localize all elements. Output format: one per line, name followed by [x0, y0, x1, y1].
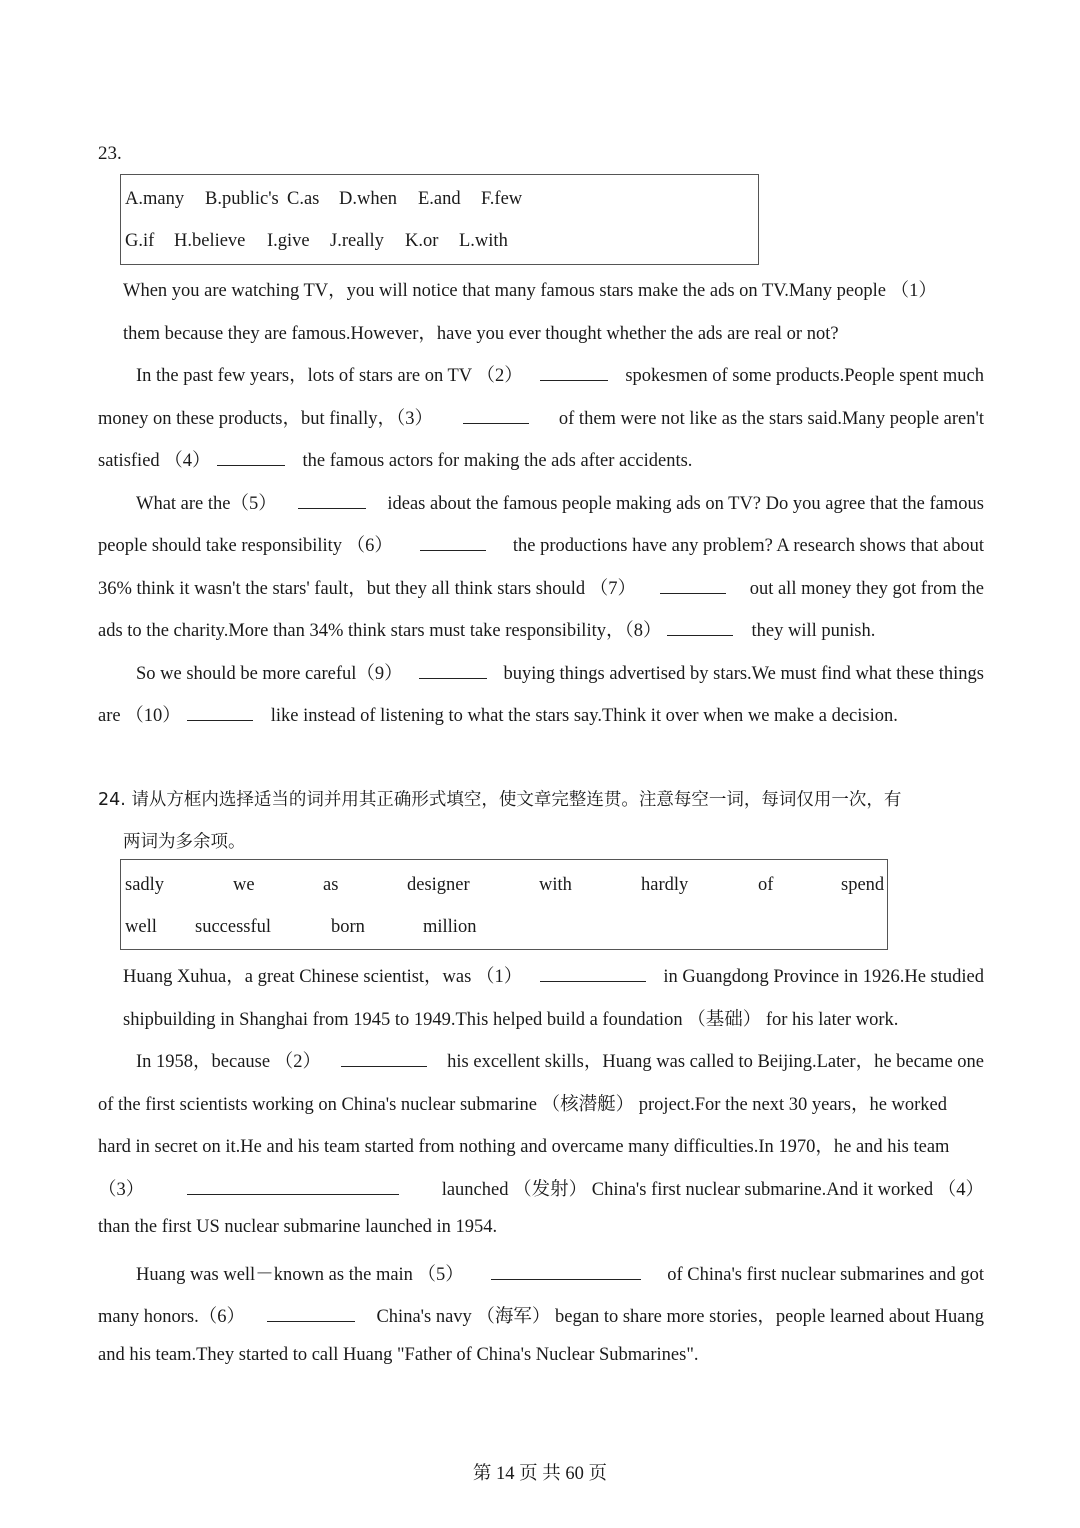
option-c: C.as [287, 189, 320, 209]
word-of: of [758, 875, 774, 895]
q24-line-10 [98, 1345, 984, 1366]
text-segment: China's navy （海军） began to share more stories，people learned about Huang [376, 1307, 984, 1327]
q24-instruction-line-2 [123, 828, 984, 853]
q24-line-5 [98, 1132, 984, 1158]
option-i: I.give [267, 231, 310, 251]
blank-10[interactable] [187, 719, 253, 721]
text-segment: many honors.（6） [98, 1307, 245, 1327]
text-segment: 24. 请从方框内选择适当的词并用其正确形式填空，使文章完整连贯。注意每空一词，每词仅用一次，有 [98, 790, 902, 810]
blank-2[interactable] [540, 379, 608, 381]
text-segment: them because they are famous.However，have you ever thought whether the ads are real or not? [123, 324, 839, 344]
text-segment: than the first US nuclear submarine launched in 1954. [98, 1217, 498, 1237]
text-segment: shipbuilding in Shanghai from 1945 to 1949.This helped build a foundation （基础） for his later work. [123, 1010, 899, 1030]
word-spend: spend [841, 875, 885, 895]
text-segment: of the first scientists working on China's nuclear submarine （核潜艇） project.For the next 30 years，he worked [98, 1095, 948, 1115]
q24-line-1 [123, 962, 984, 988]
q24-line-4 [98, 1090, 984, 1116]
blank-9[interactable] [419, 677, 487, 679]
text-segment: spokesmen of some products.People spent much [625, 366, 984, 386]
blank-24-1[interactable] [540, 980, 646, 982]
blank-8[interactable] [667, 634, 733, 636]
blank-24-5[interactable] [491, 1278, 641, 1280]
text-segment: his excellent skills，Huang was called to Beijing.Later，he became one [447, 1052, 984, 1072]
q23-word-box [120, 174, 759, 265]
text-segment: What are the（5） [136, 494, 277, 514]
text-segment: satisfied （4） [98, 451, 211, 471]
blank-4[interactable] [217, 464, 285, 466]
text-segment: Huang Xuhua，a great Chinese scientist，was （1） [123, 967, 523, 987]
option-a: A.many [125, 189, 185, 209]
text-segment: So we should be more careful（9） [136, 664, 403, 684]
q24-line-7 [98, 1217, 984, 1238]
text-segment: In the past few years，lots of stars are on TV （2） [136, 366, 523, 386]
q24-line-3 [136, 1047, 984, 1073]
text-segment: like instead of listening to what the stars say.Think it over when we make a decision. [270, 706, 898, 726]
blank-5[interactable] [298, 507, 366, 509]
text-segment: buying things advertised by stars.We must find what these things [503, 664, 984, 684]
option-g: G.if [125, 231, 155, 251]
text-segment: the famous actors for making the ads after accidents. [302, 451, 693, 471]
text-segment: of them were not like as the stars said.Many people aren't [558, 409, 984, 429]
text-segment: are （10） [98, 706, 181, 726]
option-k: K.or [405, 231, 439, 251]
text-segment: Huang was well－known as the main （5） [136, 1265, 464, 1285]
q23-line-6 [136, 489, 984, 515]
text-segment: of China's first nuclear submarines and got [667, 1265, 984, 1285]
option-f: F.few [481, 189, 523, 209]
q23-line-10 [136, 659, 984, 685]
word-successful: successful [195, 917, 272, 937]
word-well: well [125, 917, 157, 937]
option-e: E.and [418, 189, 461, 209]
blank-24-2[interactable] [341, 1065, 427, 1067]
blank-3[interactable] [463, 422, 529, 424]
text-segment: hard in secret on it.He and his team started from nothing and overcame many difficulties.In 1970，he and his team [98, 1137, 950, 1157]
q24-line-8 [136, 1260, 984, 1286]
word-with: with [539, 875, 572, 895]
option-h: H.believe [174, 231, 246, 251]
question-23-number: 23. [98, 143, 122, 164]
text-segment: In 1958，because （2） [136, 1052, 321, 1072]
word-sadly: sadly [125, 875, 165, 895]
blank-7[interactable] [660, 592, 726, 594]
option-l: L.with [459, 231, 508, 251]
word-born: born [331, 917, 365, 937]
text-segment: the productions have any problem? A research shows that about [512, 536, 984, 556]
text-segment: （3） [98, 1180, 145, 1200]
text-segment: and his team.They started to call Huang "Father of China's Nuclear Submarines". [98, 1345, 699, 1365]
word-hardly: hardly [641, 875, 689, 895]
q23-line-3 [136, 361, 984, 387]
text-segment: people should take responsibility （6） [98, 536, 393, 556]
word-as: as [323, 875, 339, 895]
text-segment: in Guangdong Province in 1926.He studied [663, 967, 984, 987]
text-segment: 36% think it wasn't the stars' fault，but they all think stars should （7） [98, 579, 636, 599]
q24-line-9 [98, 1302, 984, 1328]
q24-line-2 [123, 1005, 984, 1031]
q24-line-6 [98, 1175, 984, 1201]
text-segment: launched （发射） China's first nuclear submarine.And it worked （4） [441, 1180, 984, 1200]
blank-24-6[interactable] [267, 1320, 355, 1322]
text-segment: When you are watching TV，you will notice that many famous stars make the ads on TV.Many people （1） [123, 281, 937, 301]
text-segment: 两词为多余项。 [123, 832, 246, 852]
q23-line-9 [98, 616, 984, 642]
text-segment: money on these products，but finally，（3） [98, 409, 434, 429]
q23-line-4 [98, 404, 984, 430]
text-segment: ideas about the famous people making ads on TV? Do you agree that the famous [387, 494, 984, 514]
q24-word-box [120, 859, 888, 950]
text-segment: ads to the charity.More than 34% think stars must take responsibility，（8） [98, 621, 662, 641]
word-we: we [233, 875, 255, 895]
q23-line-8 [98, 574, 984, 600]
option-d: D.when [339, 189, 398, 209]
q23-line-2 [123, 319, 984, 345]
text-segment: they will punish. [751, 621, 876, 641]
page-footer: 第 14 页 共 60 页 [472, 1464, 608, 1484]
option-j: J.really [330, 231, 384, 251]
blank-24-3[interactable] [187, 1193, 399, 1195]
q23-line-1 [123, 276, 984, 302]
blank-6[interactable] [420, 549, 486, 551]
option-b: B.public's [205, 189, 279, 209]
q24-instruction-line-1 [98, 786, 984, 811]
text-segment: out all money they got from the [749, 579, 984, 599]
word-designer: designer [407, 875, 470, 895]
q23-line-7 [98, 531, 984, 557]
q23-line-5 [98, 446, 984, 472]
q23-line-11 [98, 701, 984, 727]
word-million: million [423, 917, 477, 937]
